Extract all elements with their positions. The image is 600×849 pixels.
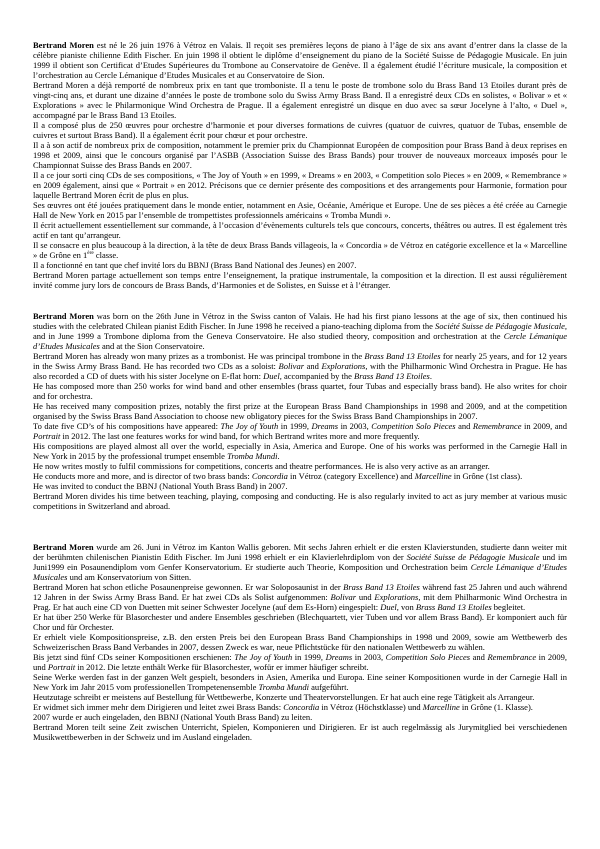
bio-section-english — [33, 311, 567, 511]
text-run-i: Dreams — [311, 421, 339, 431]
text-run-n: and — [304, 361, 322, 371]
text-run-n: begleitet. — [491, 602, 526, 612]
text-run-n: classe. — [93, 250, 119, 260]
text-run-n: , von — [396, 602, 416, 612]
paragraph — [33, 120, 567, 140]
text-run-n: He has received many composition prizes, notably the first prize at the European Brass Band Championships in 1998 and 2009, and at the competition organised by the Swiss Brass Band Association to choose new obligatory pieces for the Swiss Brass Band Championships in 2007. — [33, 401, 567, 421]
text-run-i: Bolivar — [330, 592, 357, 602]
text-run-n: Seine Werke werden fast in der ganzen Welt gespielt, besonders in Asien, Amerika und Europa. Eine seiner Kompositionen wurde in der Carnegie Hall in New York im Jahr 2015 vom professionellen Trompetenensemble — [33, 672, 567, 692]
text-run-n: in Vétroz (Höchstklasse) und — [319, 702, 423, 712]
text-run-n: Heutzutage schreibt er meistens auf Bestellung für Wettbewerbe, Konzerte und Theatervorstellungen. Er hat auch eine rege Tätigkeit als Arrangeur. — [33, 692, 535, 702]
text-run-n: in Grône (1st class). — [451, 471, 523, 481]
paragraph — [33, 421, 567, 441]
paragraph — [33, 40, 567, 80]
text-run-i: Portrait — [47, 662, 76, 672]
text-run-n: in 2003, — [352, 652, 386, 662]
text-run-i: The Joy of Youth — [220, 421, 279, 431]
paragraph — [33, 692, 567, 702]
text-run-i: Brass Band 13 Etoiles — [415, 602, 492, 612]
text-run-i: Cercle Lémanique d’Etudes Musicales — [33, 331, 567, 351]
text-run-i: Duel — [380, 602, 397, 612]
text-run-n: in 1999, — [278, 421, 312, 431]
text-run-i: Marcelline — [414, 471, 452, 481]
paragraph — [33, 140, 567, 170]
text-run-b: Bertrand Moren — [33, 311, 94, 321]
text-run-i: Competition Solo Pieces — [371, 421, 456, 431]
text-run-i: Remembrance — [487, 652, 537, 662]
text-run-n: Il a composé plus de 250 œuvres pour orchestre d’harmonie et pour diverses formations de cuivres (quatuor de cuivres, quatuor de Tubas, ensemble de cuivres et surtout Brass Band). Il a également écrit pour chœur et pour orchestre. — [33, 120, 567, 140]
text-run-i: Explorations — [374, 592, 419, 602]
text-run-i: Duel — [263, 371, 280, 381]
text-run-n: in 2003, — [338, 421, 372, 431]
text-run-n: wurde am 26. Juni in Vétroz im Kanton Wallis geboren. Mit sechs Jahren erhielt er die ersten Klavierstunden, studierte dann weiter mit der berühmten chilenischen Pianistin Edith Fischer. Im Juni 1998 erhielt er ein Klavierlehrdiplom von der — [33, 542, 567, 562]
text-run-n: was born on the 26th June in Vétroz in the Swiss canton of Valais. He had his first piano lessons at the age of six, then continued his studies with the celebrated Chilean pianist Edith Fischer. In June 1998 he received a piano-teaching diploma from the — [33, 311, 568, 331]
paragraph — [33, 481, 567, 491]
text-run-n: Il écrit actuellement essentiellement sur commande, à l’occasion d’évènements culturels tels que concours, concerts, théâtres ou autres. Il est également très actif en tant qu’arrangeur. — [33, 220, 567, 240]
text-run-i: Société Suisse de Pédagogie Musicale — [406, 552, 540, 562]
text-run-i: Cercle Lémanique d’Etudes Musicales — [33, 562, 567, 582]
text-run-n: 2007 wurde er auch eingeladen, den BBNJ (National Youth Brass Band) zu leiten. — [33, 712, 313, 722]
bio-section-french — [33, 40, 567, 290]
text-run-n: in 2012. The last one features works for wind band, for which Bertrand writes more and more frequently. — [60, 431, 420, 441]
text-run-n: und am Konservatorium von Sitten. — [67, 572, 192, 582]
paragraph — [33, 401, 567, 421]
text-run-n: Bertrand Moren a déjà remporté de nombreux prix en tant que tromboniste. Il a tenu le poste de trombone solo du Brass Band 13 Etoiles durant près de vingt-cinq ans, et durant une dizaine d’années le poste de trombone solo du Swiss Army Brass Band. Il a enregistré deux CDs en solistes, « Bolivar » et « Explorations » avec le Philarmonique Wind Orchestra de Prague. Il a également enregistré un disque en duo avec sa sœur Jocelyne à l’alto, « Duel », accompagné par le Brass Band 13 Etoiles. — [33, 80, 567, 120]
paragraph — [33, 582, 567, 612]
text-run-n: in 1999, — [292, 652, 326, 662]
text-run-n: and at the Sion Conservatoire. — [99, 341, 205, 351]
text-run-i: Société Suisse de Pédagogie Musicale, — [435, 321, 568, 331]
text-run-i: Bolivar — [278, 361, 304, 371]
paragraph — [33, 712, 567, 722]
paragraph — [33, 471, 567, 481]
bio-section-german — [33, 542, 567, 742]
text-run-n: . — [277, 451, 280, 461]
text-run-i: The Joy of Youth — [234, 652, 293, 662]
paragraph — [33, 240, 567, 260]
paragraph — [33, 381, 567, 401]
paragraph — [33, 220, 567, 240]
paragraph — [33, 672, 567, 692]
paragraph — [33, 702, 567, 712]
paragraph — [33, 311, 567, 351]
text-run-i: Competition Solo Pieces — [385, 652, 471, 662]
paragraph — [33, 652, 567, 672]
text-run-n: in 2009, und — [33, 652, 567, 672]
text-run-n: He now writes mostly to fulfil commissions for competitions, concerts and theatre performances. He is also very active as an arranger. — [33, 461, 490, 471]
text-run-n: Bertrand Moren has already won many prizes as a trombonist. He was principal trombone in the — [33, 351, 365, 361]
text-run-i: Brass Band 13 Etoiles — [343, 582, 420, 592]
text-run-b: Bertrand Moren — [33, 542, 94, 552]
text-run-n: He conducts more and more, and is director of two brass bands: — [33, 471, 252, 481]
text-run-n: in Vétroz (category Excellence) and — [287, 471, 415, 481]
text-run-n: He has composed more than 250 works for wind band and other ensembles (brass quartet, four Tubas and especially brass band). He also writes for choir and for orchestra. — [33, 381, 567, 401]
paragraph — [33, 200, 567, 220]
text-run-n: Il a fonctionné en tant que chef invité lors du BBNJ (Brass Band National des Jeunes) en 2007. — [33, 260, 357, 270]
text-run-i: Marcelline — [422, 702, 460, 712]
text-run-n: Er hat über 250 Werke für Blasorchester und andere Ensembles geschrieben (Blechquartett, vier Tuben und vor allem Brass Band). Er komponiert auch für Chor und für Orchester. — [33, 612, 567, 632]
text-run-i: Explorations — [321, 361, 366, 371]
text-run-n: His compositions are played almost all over the world, especially in Asia, America and Europe. One of his works was performed in the Carnegie Hall in New York in 2015 by the professional trumpet ensemble — [33, 441, 567, 461]
text-run-n: Il se consacre en plus beaucoup à la direction, à la tête de deux Brass Bands villageois, la « Concordia » de Vétroz en catégorie excellence et la « Marcelline » de Grône en 1 — [33, 240, 567, 260]
text-run-n: and — [455, 421, 473, 431]
paragraph — [33, 461, 567, 471]
text-run-n: in Grône (1. Klasse). — [459, 702, 533, 712]
text-run-n: aufgeführt. — [308, 682, 349, 692]
text-run-n: während fast 25 Jahren und auch während 12 Jahren in der Swiss Army Brass Band. Er hat zwei CDs als Solist aufgenommen: — [33, 582, 568, 602]
text-run-n: , with the Philharmonic Wind Orchestra in Prague. He has also recorded a CD of duets with his sister Jocelyne on E-flat horn: — [33, 361, 567, 381]
text-run-n: Bertrand Moren teilt seine Zeit zwischen Unterricht, Spielen, Komponieren und Dirigieren. Er ist auch regelmässig als Jurymitglied bei verschiedenen Musikwettbewerben in der Schweiz und im Ausland eingeladen. — [33, 722, 567, 742]
text-run-n: und im Juni1999 ein Posaunendiplom vom Genfer Konservatorium. Er studierte auch Theorie, Komposition und Orchestration beim — [33, 552, 567, 572]
text-run-i: Concordia — [283, 702, 320, 712]
text-run-n: , accompanied by the — [279, 371, 355, 381]
paragraph — [33, 260, 567, 270]
text-run-i: Dreams — [325, 652, 353, 662]
paragraph — [33, 612, 567, 632]
paragraph — [33, 270, 567, 290]
text-run-n: Er widmet sich immer mehr dem Dirigieren und leitet zwei Brass Bands: — [33, 702, 284, 712]
text-run-n: Il a ce jour sorti cinq CDs de ses compositions, « The Joy of Youth » en 1999, « Dreams » en 2003, « Competition solo Pieces » en 2009, « Remembrance » en 2009 également, ainsi que « Portrait » en 2012. Précisons que ce dernier présente des compositions et des arrangements pour Harmonie, formation pour laquelle Bertrand Moren écrit de plus en plus. — [33, 170, 567, 200]
text-run-n: He was invited to conduct the BBNJ (National Youth Brass Band) in 2007. — [33, 481, 288, 491]
text-run-n: Il a à son actif de nombreux prix de composition, notamment le premier prix du Championnat Européen de composition pour Brass Band à deux reprises en 1998 et 2009, ainsi que le concours organisé par l’ASBB (Association Suisse des Brass Bands) pour trouver de nouveaux morceaux imposés pour le Championnat Suisse des Brass Bands en 2007. — [33, 140, 567, 170]
text-run-i: Remembrance — [472, 421, 522, 431]
text-run-n: in 2012. Die letzte enthält Werke für Blasorchester, wofür er immer häufiger schreibt. — [75, 662, 369, 672]
paragraph — [33, 170, 567, 200]
text-run-n: To date five CD’s of his compositions have appeared: — [33, 421, 221, 431]
text-run-n: and — [470, 652, 488, 662]
text-run-n: for nearly 25 years, and for 12 years in the Swiss Army Brass Band. He has recorded two CDs as a soloist: — [33, 351, 567, 371]
text-run-n: Bis jetzt sind fünf CDs seiner Kompositionen erschienen: — [33, 652, 235, 662]
paragraph — [33, 80, 567, 120]
paragraph — [33, 542, 567, 582]
text-run-n: Bertrand Moren divides his time between teaching, playing, composing and conducting. He is also regularly invited to act as jury member at various music competitions in Switzerland and abroad. — [33, 491, 567, 511]
paragraph — [33, 632, 567, 652]
text-run-i: Tromba Mundi — [258, 682, 309, 692]
text-run-n: est né le 26 juin 1976 à Vétroz en Valais. Il reçoit ses premières leçons de piano à l’âge de six ans avant d’entrer dans la classe de la célèbre pianiste chilienne Edith Fischer. En juin 1998 il obtient le diplôme d’enseignement du piano de la Société Suisse de Pédagogie Musicale. En juin 1999 il obtient son Certificat d’Etudes Supérieures du Trombone au Conservatoire de Genève. Il a également étudié l’écriture musicale, la composition et l’orchestration au Cercle Lémanique d’Etudes Musicales et au Conservatoire de Sion. — [33, 40, 567, 80]
text-run-sup: ère — [87, 250, 94, 257]
text-run-n: und — [356, 592, 375, 602]
text-run-n: in 2009, and — [521, 421, 567, 431]
text-run-i: Tromba Mundi — [227, 451, 278, 461]
text-run-i: Concordia — [251, 471, 288, 481]
paragraph — [33, 722, 567, 742]
text-run-n: Bertrand Moren hat schon etliche Posaunenpreise gewonnen. Er war Soloposaunist in der — [33, 582, 344, 592]
text-run-i: Portrait — [33, 431, 61, 441]
text-run-n: , mit dem Philharmonic Wind Orchestra in Prag. Er hat auch eine CD von Duetten mit seiner Schwester Jocelyne (auf dem Es-Horn) eingespielt: — [33, 592, 567, 612]
text-run-i: Brass Band 13 Etoiles — [354, 371, 430, 381]
text-run-b: Bertrand Moren — [33, 40, 94, 50]
paragraph — [33, 441, 567, 461]
paragraph — [33, 491, 567, 511]
text-run-n: Ses œuvres ont été jouées pratiquement dans le monde entier, notamment en Asie, Océanie, Amérique et Europe. Une de ses pièces a été créée au Carnegie Hall de New York en 2015 par l’ensemble de trompettistes professionnels américains « Tromba Mundi ». — [33, 200, 567, 220]
biography-document — [33, 40, 567, 742]
text-run-i: Brass Band 13 Etoiles — [364, 351, 441, 361]
text-run-n: Er erhielt viele Kompositionspreise, z.B. den ersten Preis bei den European Brass Band Championships in 1998 und 2009, sowie am Wettbewerb des Schweizerischen Brass Band Verbandes in 2007, dessen Zweck es war, neue Pflichtstücke für den nationalen Wettbewerb zu wählen. — [33, 632, 567, 652]
paragraph — [33, 351, 567, 381]
text-run-n: and in June 1999 a Trombone diploma from the Geneva Conservatoire. He also studied theory, composition and orchestration at the — [33, 331, 504, 341]
text-run-n: Bertrand Moren partage actuellement son temps entre l’enseignement, la pratique instrumentale, la composition et la direction. Il est aussi régulièrement invité comme jury lors de concours de Brass Bands, d’Harmonies et de Solistes, en Suisse et à l’étranger. — [33, 270, 567, 290]
text-run-n: . — [429, 371, 432, 381]
